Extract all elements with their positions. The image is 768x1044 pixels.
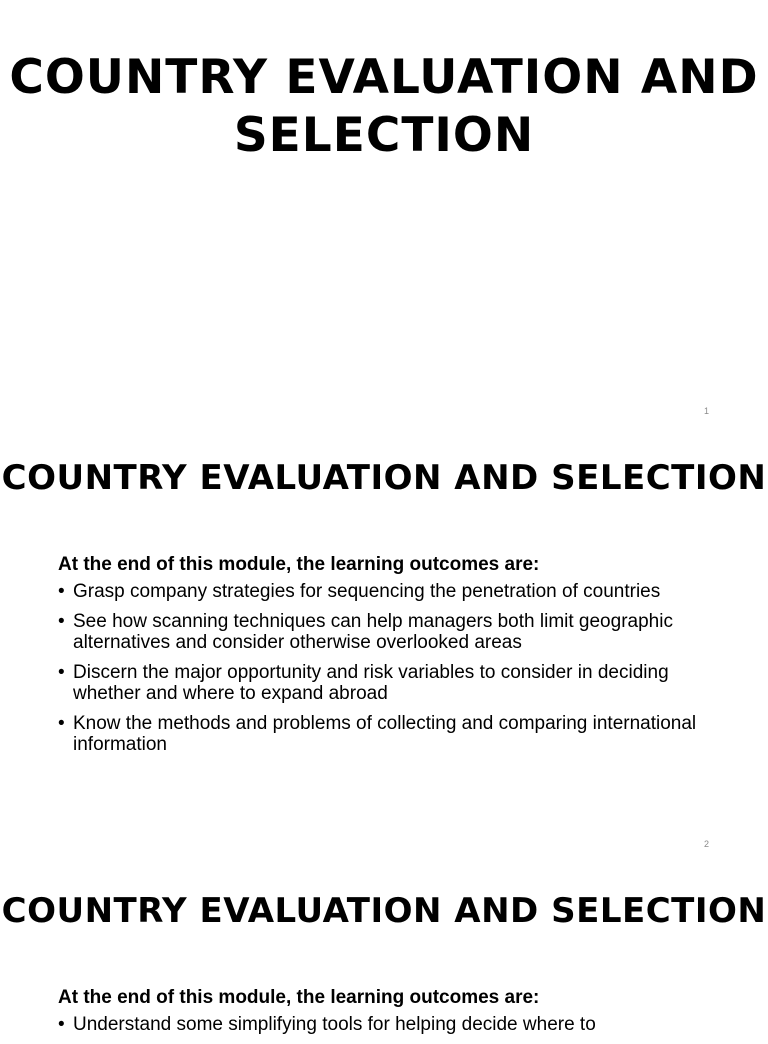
list-item-text: Understand some simplifying tools for helping decide where to xyxy=(73,1014,596,1035)
slide-title: COUNTRY EVALUATION AND SELECTION xyxy=(1,458,767,498)
slide-1 xyxy=(0,0,768,433)
bullet-icon: • xyxy=(58,662,65,683)
list-item-text: See how scanning techniques can help managers both limit geographic alternatives and consider otherwise overlooked areas xyxy=(73,611,673,653)
list-item xyxy=(58,581,728,602)
list-item xyxy=(58,1014,728,1035)
learning-outcomes-intro: At the end of this module, the learning outcomes are: xyxy=(58,987,540,1008)
bullet-icon: • xyxy=(58,611,65,632)
learning-outcomes-list xyxy=(58,1014,728,1044)
bullet-icon: • xyxy=(58,1014,65,1035)
list-item-text: Discern the major opportunity and risk variables to consider in deciding whether and where to expand abroad xyxy=(73,662,669,704)
list-item-text: Know the methods and problems of collecting and comparing international information xyxy=(73,713,697,755)
list-item-text: Grasp company strategies for sequencing the penetration of countries xyxy=(73,581,661,602)
learning-outcomes-list xyxy=(58,581,728,764)
list-item xyxy=(58,611,728,653)
slide-title: COUNTRY EVALUATION AND SELECTION xyxy=(9,50,759,163)
bullet-icon: • xyxy=(58,713,65,734)
slide-2 xyxy=(0,433,768,866)
list-item xyxy=(58,713,728,755)
slide-3 xyxy=(0,866,768,1035)
bullet-icon: • xyxy=(58,581,65,602)
list-item xyxy=(58,662,728,704)
learning-outcomes-intro: At the end of this module, the learning outcomes are: xyxy=(58,554,540,575)
slide-title: COUNTRY EVALUATION AND SELECTION xyxy=(1,891,767,931)
slide-number: 2 xyxy=(703,839,709,849)
slide-number: 1 xyxy=(703,406,709,416)
